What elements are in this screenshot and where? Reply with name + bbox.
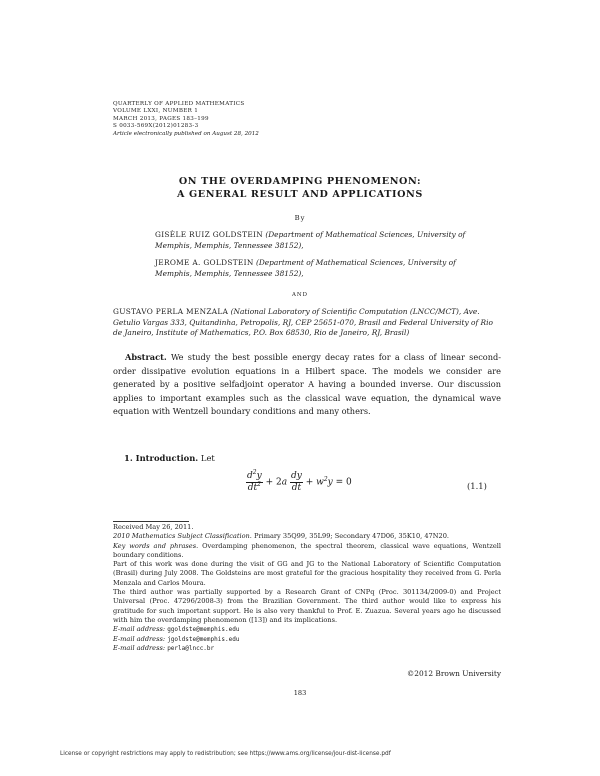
acknowledgment-1: Part of this work was done during the visit of GG and JG to the National Laboratory of Scientific Computation (Brasil) during July 2008. The Goldsteins are most grateful for the gracious hospitality they received from G. Perla Menzala and Carlos Moura. xyxy=(113,560,501,587)
author-3-affiliation: (National Laboratory of Scientific Computation (LNCC/MCT), Ave. Getulio Vargas 333, Quitandinha, Petropolis, RJ, CEP 25651-070, Brasil and Federal University of Rio de Janeiro, Institute of Mathematics, P.O. Box 68530, Rio de Janeiro, RJ, Brasil) xyxy=(113,307,493,337)
eq-a: a xyxy=(281,477,288,488)
author-2-name: JEROME A. GOLDSTEIN xyxy=(155,258,254,267)
copyright-notice: ©2012 Brown University xyxy=(406,669,501,678)
title-line-2: A GENERAL RESULT AND APPLICATIONS xyxy=(177,188,423,200)
email-label: E-mail address: xyxy=(113,634,166,643)
email-3 xyxy=(113,644,501,653)
eq-sq2: 2 xyxy=(257,481,261,488)
journal-published: Article electronically published on August 28, 2012 xyxy=(113,130,259,137)
equation-number: (1.1) xyxy=(467,481,487,491)
journal-header xyxy=(113,101,259,138)
license-notice[interactable]: License or copyright restrictions may apply to redistribution; see https://www.ams.org/license/jour-dist-license.pdf xyxy=(60,751,391,757)
abstract-text: We study the best possible energy decay rates for a class of linear second-order dissipative evolution equations in a Hilbert space. The models we consider are generated by a positive selfadjoint operator A having a bounded inverse. Our discussion applies to important examples such as the classical wave equation, the dynamical wave equation with Wentzell boundary conditions and many others. xyxy=(113,352,501,417)
eq-plus-2: + 2 xyxy=(265,477,282,488)
email-1 xyxy=(113,625,501,634)
msc-label: 2010 Mathematics Subject Classification. xyxy=(113,532,252,541)
section-heading: 1. Introduction. xyxy=(124,453,199,463)
author-3-name: GUSTAVO PERLA MENZALA xyxy=(113,307,229,316)
journal-volume: VOLUME LXXI, NUMBER 1 xyxy=(113,108,199,115)
section-lead-text: Let xyxy=(200,453,215,463)
fraction-dy-dt xyxy=(290,471,303,494)
eq-equals-zero: = 0 xyxy=(335,477,352,488)
author-1 xyxy=(155,230,495,251)
by-label: By xyxy=(294,214,306,222)
eq-plus: + xyxy=(305,477,314,488)
email-label: E-mail address: xyxy=(113,643,166,652)
journal-issue: MARCH 2013, PAGES 183–199 xyxy=(113,115,209,122)
equation-1-1 xyxy=(246,471,352,494)
paper-title xyxy=(0,176,600,201)
journal-code: S 0033-569X(2012)01283-3 xyxy=(113,123,199,130)
author-1-affiliation: (Department of Mathematical Sciences, University of Memphis, Memphis, Tennessee 38152), xyxy=(155,230,466,250)
eq-dy: dy xyxy=(290,471,302,481)
journal-name: QUARTERLY OF APPLIED MATHEMATICS xyxy=(113,101,245,107)
author-1-name: GISÈLE RUIZ GOLDSTEIN xyxy=(155,230,264,239)
abstract-label: Abstract. xyxy=(125,352,167,362)
email-address-2[interactable]: jgoldste@memphis.edu xyxy=(167,635,240,643)
keywords-text: Overdamping phenomenon, the spectral theorem, classical wave equations, Wentzell boundary conditions. xyxy=(113,541,501,559)
and-label: AND xyxy=(292,292,308,298)
email-address-1[interactable]: ggoldste@memphis.edu xyxy=(167,626,240,634)
email-label: E-mail address: xyxy=(113,625,166,634)
abstract xyxy=(113,351,501,419)
author-2-affiliation: (Department of Mathematical Sciences, University of Memphis, Memphis, Tennessee 38152), xyxy=(155,258,456,278)
acknowledgment-2: The third author was partially supported by a Research Grant of CNPq (Proc. 301134/2009-0) and Project Universal (Proc. 47296/2008-3) from the Brazilian Government. The third author would like to express his gratitude for such important support. He is also very thankful to Prof. E. Zuazua. Several years ago he discussed with him the overdamping phenomenon ([13]) and its implications. xyxy=(113,588,501,624)
eq-sq1: 2 xyxy=(252,469,257,476)
keywords xyxy=(113,542,501,561)
msc-codes: Primary 35Q99, 35L99; Secondary 47D06, 35K10, 47N20. xyxy=(254,532,449,541)
author-2 xyxy=(155,258,495,279)
fraction-d2y-dt2 xyxy=(246,471,263,494)
email-2 xyxy=(113,635,501,644)
footnote-rule xyxy=(113,521,189,522)
section-introduction xyxy=(124,453,215,463)
eq-d: d xyxy=(247,471,253,481)
eq-sq3: 2 xyxy=(323,476,328,483)
footnotes xyxy=(113,523,501,653)
eq-dt-2: dt xyxy=(291,483,302,493)
received-date: Received May 26, 2011. xyxy=(113,523,194,531)
eq-y2: y xyxy=(327,477,333,488)
page-number: 183 xyxy=(293,689,307,697)
eq-dt: dt xyxy=(247,483,258,493)
eq-w: w xyxy=(316,477,324,488)
msc-classification xyxy=(113,532,501,541)
email-address-3[interactable]: perla@lncc.br xyxy=(167,644,215,652)
title-line-1: ON THE OVERDAMPING PHENOMENON: xyxy=(178,176,422,187)
eq-y: y xyxy=(256,471,262,481)
keywords-label: Key words and phrases. xyxy=(113,541,199,550)
author-3 xyxy=(113,307,498,339)
